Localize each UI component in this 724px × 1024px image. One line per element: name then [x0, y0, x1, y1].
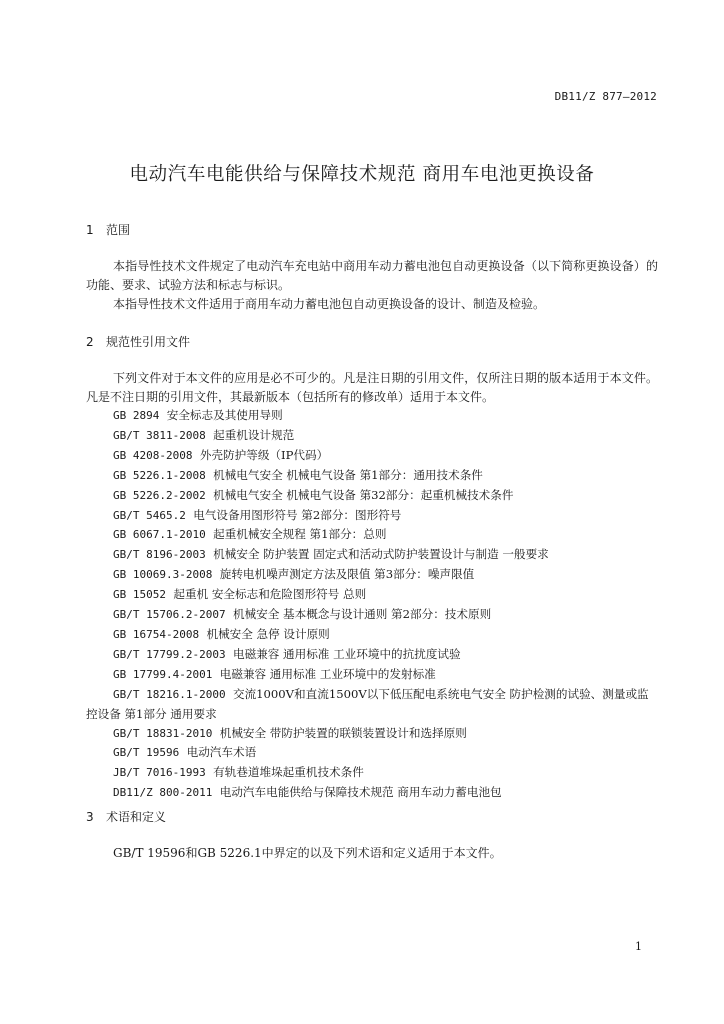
reference-item — [86, 466, 658, 486]
reference-item — [86, 685, 658, 724]
reference-title: 电气设备用图形符号 第2部分：图形符号 — [193, 507, 402, 522]
reference-code: JB/T 7016-1993 — [113, 766, 206, 780]
section-2-paragraph-1: 下列文件对于本文件的应用是必不可少的。凡是注日期的引用文件，仅所注日期的版本适用于本文件。凡是不注日期的引用文件，其最新版本（包括所有的修改单）适用于本文件。 — [86, 371, 658, 404]
reference-item — [86, 783, 658, 803]
reference-code: DB11/Z 800-2011 — [113, 786, 213, 800]
reference-title: 机械安全 带防护装置的联锁装置设计和选择原则 — [219, 725, 467, 740]
reference-title: 电动汽车电能供给与保障技术规范 商用车动力蓄电池包 — [219, 785, 502, 800]
reference-title: 旋转电机噪声测定方法及限值 第3部分：噪声限值 — [219, 567, 475, 582]
reference-title: 交流1000V和直流1500V以下低压配电系统电气安全 防护检测的试验、测量或监控设备 第1部分 通用要求 — [86, 686, 649, 721]
reference-code: GB 17799.4-2001 — [113, 667, 213, 681]
section-2-heading — [86, 333, 190, 350]
section-3-heading — [86, 808, 166, 825]
reference-item — [86, 585, 658, 605]
reference-title: 机械安全 基本概念与设计通则 第2部分：技术原则 — [232, 607, 492, 622]
reference-code: GB 5226.1-2008 — [113, 468, 206, 482]
reference-code: GB/T 8196-2003 — [113, 548, 206, 562]
reference-title: 起重机设计规范 — [213, 427, 295, 442]
reference-title: 有轨巷道堆垛起重机技术条件 — [213, 765, 364, 780]
reference-item — [86, 763, 658, 783]
reference-item — [86, 446, 658, 466]
reference-item — [86, 406, 658, 426]
document-title: 电动汽车电能供给与保障技术规范 商用车电池更换设备 — [129, 164, 595, 185]
reference-title: 机械电气安全 机械电气设备 第1部分：通用技术条件 — [213, 467, 483, 482]
reference-code: GB 2894 — [113, 409, 160, 422]
reference-title: 起重机 安全标志和危险图形符号 总则 — [173, 587, 367, 602]
section-3-paragraph-1: GB/T 19596和GB 5226.1中界定的以及下列术语和定义适用于本文件。 — [113, 846, 502, 860]
reference-code: GB/T 3811-2008 — [113, 428, 206, 442]
reference-title: 外壳防护等级（IP代码） — [199, 447, 329, 462]
reference-title: 安全标志及其使用导则 — [166, 408, 283, 422]
reference-title: 电磁兼容 通用标准 工业环境中的抗扰度试验 — [232, 646, 461, 661]
reference-item — [86, 625, 658, 645]
section-1-paragraph-2: 本指导性技术文件适用于商用车动力蓄电池包自动更换设备的设计、制造及检验。 — [113, 297, 546, 311]
reference-code: GB 6067.1-2010 — [113, 528, 206, 542]
reference-code: GB/T 5465.2 — [113, 508, 186, 522]
section-1-paragraph-1: 本指导性技术文件规定了电动汽车充电站中商用车动力蓄电池包自动更换设备（以下简称更换设备）的功能、要求、试验方法和标志与标识。 — [86, 259, 658, 292]
reference-item — [86, 545, 658, 565]
section-title: 术语和定义 — [106, 810, 167, 824]
reference-item — [86, 426, 658, 446]
reference-item — [86, 565, 658, 585]
reference-title: 机械电气安全 机械电气设备 第32部分：起重机械技术条件 — [213, 487, 514, 502]
section-number: 3 — [86, 810, 94, 824]
normative-references-list — [86, 406, 658, 803]
reference-title: 电动汽车术语 — [186, 745, 257, 760]
reference-item — [86, 525, 658, 545]
section-title: 规范性引用文件 — [106, 335, 191, 349]
reference-item — [86, 743, 658, 763]
reference-code: GB 10069.3-2008 — [113, 568, 213, 582]
reference-item — [86, 605, 658, 625]
reference-code: GB 5226.2-2002 — [113, 488, 206, 502]
section-number: 2 — [86, 335, 94, 349]
reference-code: GB 16754-2008 — [113, 627, 200, 641]
section-number: 1 — [86, 223, 94, 237]
reference-title: 机械安全 急停 设计原则 — [206, 626, 330, 641]
reference-code: GB/T 18216.1-2000 — [113, 687, 226, 701]
section-title: 范围 — [106, 223, 131, 237]
reference-item — [86, 486, 658, 506]
page-number: 1 — [635, 940, 642, 953]
reference-title: 电磁兼容 通用标准 工业环境中的发射标准 — [219, 666, 436, 681]
reference-item — [86, 724, 658, 744]
reference-item — [86, 506, 658, 526]
reference-code: GB 4208-2008 — [113, 448, 193, 462]
reference-code: GB/T 18831-2010 — [113, 726, 213, 740]
section-1-heading — [86, 221, 130, 238]
reference-item — [86, 665, 658, 685]
reference-code: GB 15052 — [113, 588, 166, 602]
reference-code: GB/T 17799.2-2003 — [113, 647, 226, 661]
reference-code: GB/T 15706.2-2007 — [113, 608, 226, 622]
reference-item — [86, 645, 658, 665]
reference-code: GB/T 19596 — [113, 746, 180, 760]
document-code: DB11/Z 877—2012 — [554, 90, 657, 103]
reference-title: 机械安全 防护装置 固定式和活动式防护装置设计与制造 一般要求 — [213, 547, 549, 562]
reference-title: 起重机械安全规程 第1部分：总则 — [213, 527, 387, 542]
